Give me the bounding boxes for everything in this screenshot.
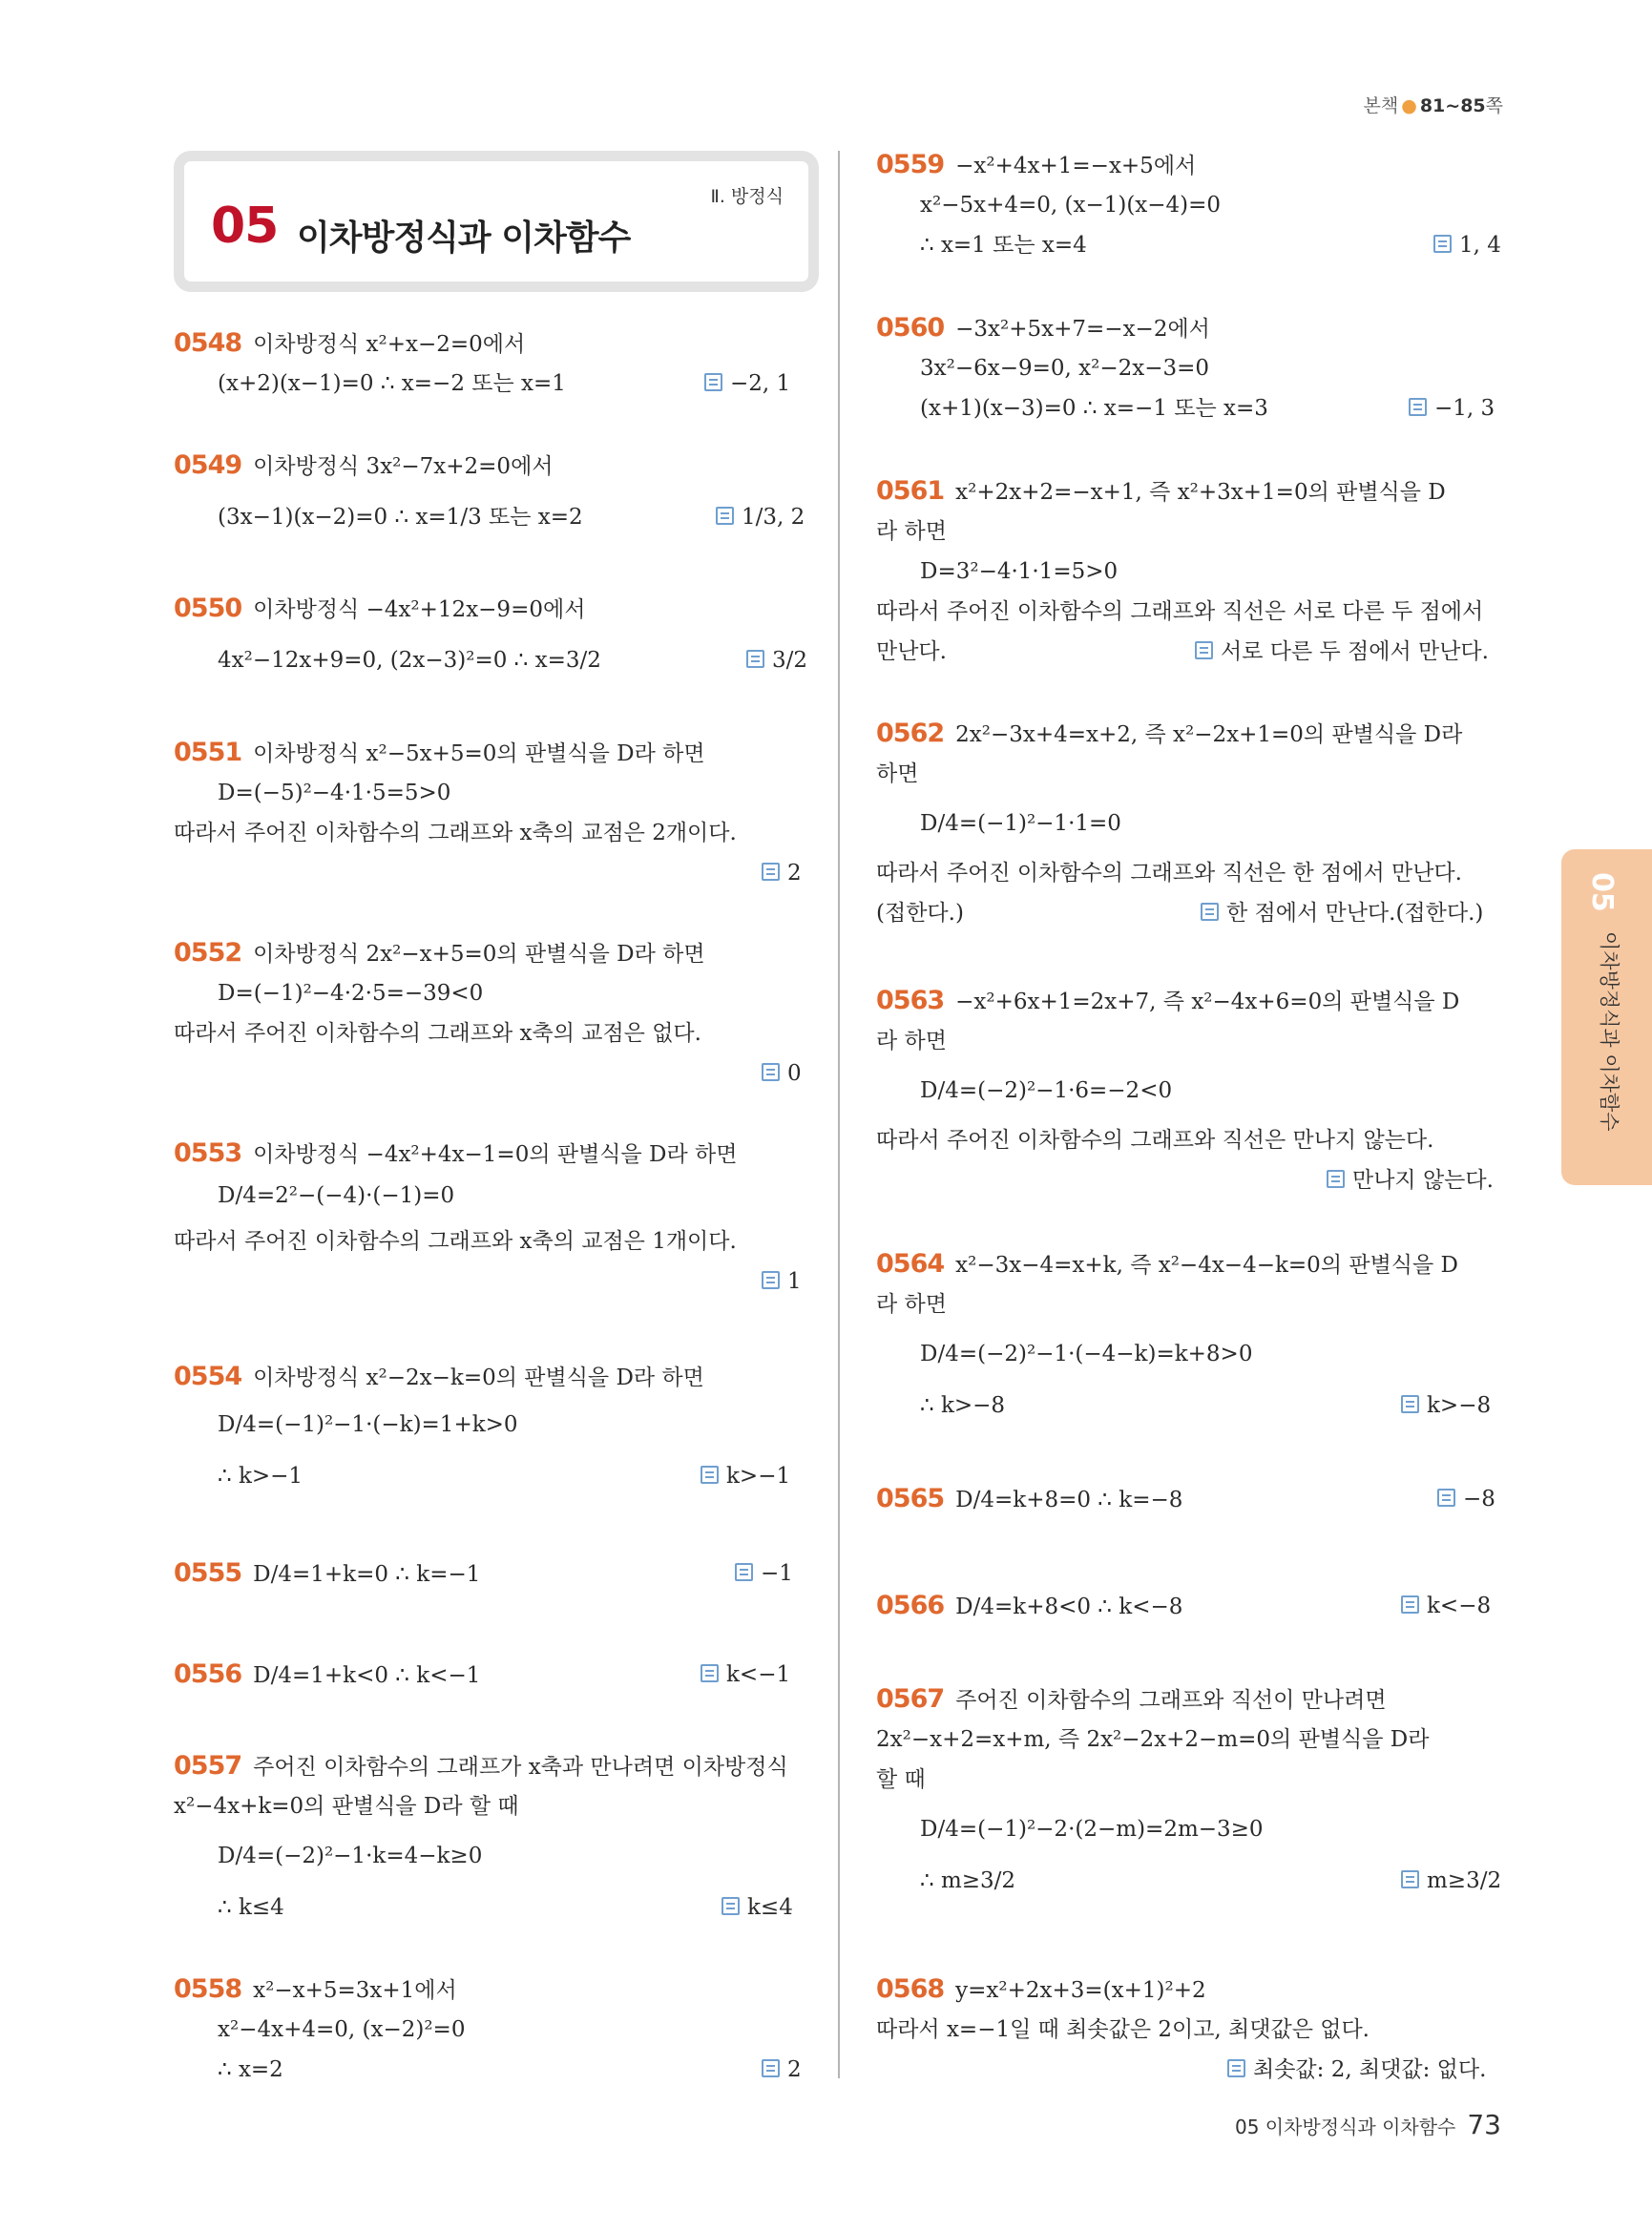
footer-chapter: 05 이차방정식과 이차함수 (1234, 2116, 1456, 2138)
chapter-category: Ⅱ. 방정식 (710, 186, 784, 207)
chapter-title-box (174, 151, 819, 292)
page-number: 73 (1467, 2109, 1501, 2140)
answer-icon (716, 507, 734, 525)
answer-icon (1401, 1870, 1419, 1888)
answer-icon (735, 1563, 753, 1581)
answer-icon (746, 650, 764, 668)
answer-icon (701, 1664, 719, 1682)
answer-icon (762, 2059, 780, 2077)
answer-icon (762, 1271, 780, 1289)
answer-icon (704, 373, 722, 391)
answer-icon (1327, 1170, 1345, 1188)
page-footer (1235, 2109, 1501, 2140)
answer-icon (1401, 1395, 1419, 1413)
answer-icon (1433, 235, 1452, 253)
answer-icon (762, 1063, 780, 1081)
answer-icon (1195, 641, 1213, 659)
side-tab-label: 이차방정식과 이차함수 (1598, 931, 1621, 1132)
answer-icon (721, 1897, 740, 1915)
chapter-number: 05 (211, 198, 279, 255)
side-tab-number: 05 (1585, 872, 1619, 912)
chapter-title: 이차방정식과 이차함수 (297, 219, 631, 258)
answer-icon (701, 1466, 719, 1484)
answer-icon (1401, 1595, 1419, 1614)
answer-icon (762, 863, 780, 881)
answer-icon (1201, 903, 1219, 921)
chapter-side-tab (1561, 849, 1652, 1185)
answer-icon (1409, 398, 1427, 416)
answer-icon (1227, 2059, 1245, 2077)
column-divider (838, 151, 840, 2078)
answer-icon (1437, 1489, 1455, 1507)
page-reference: 본책 ● 81~85쪽 (1363, 95, 1503, 116)
